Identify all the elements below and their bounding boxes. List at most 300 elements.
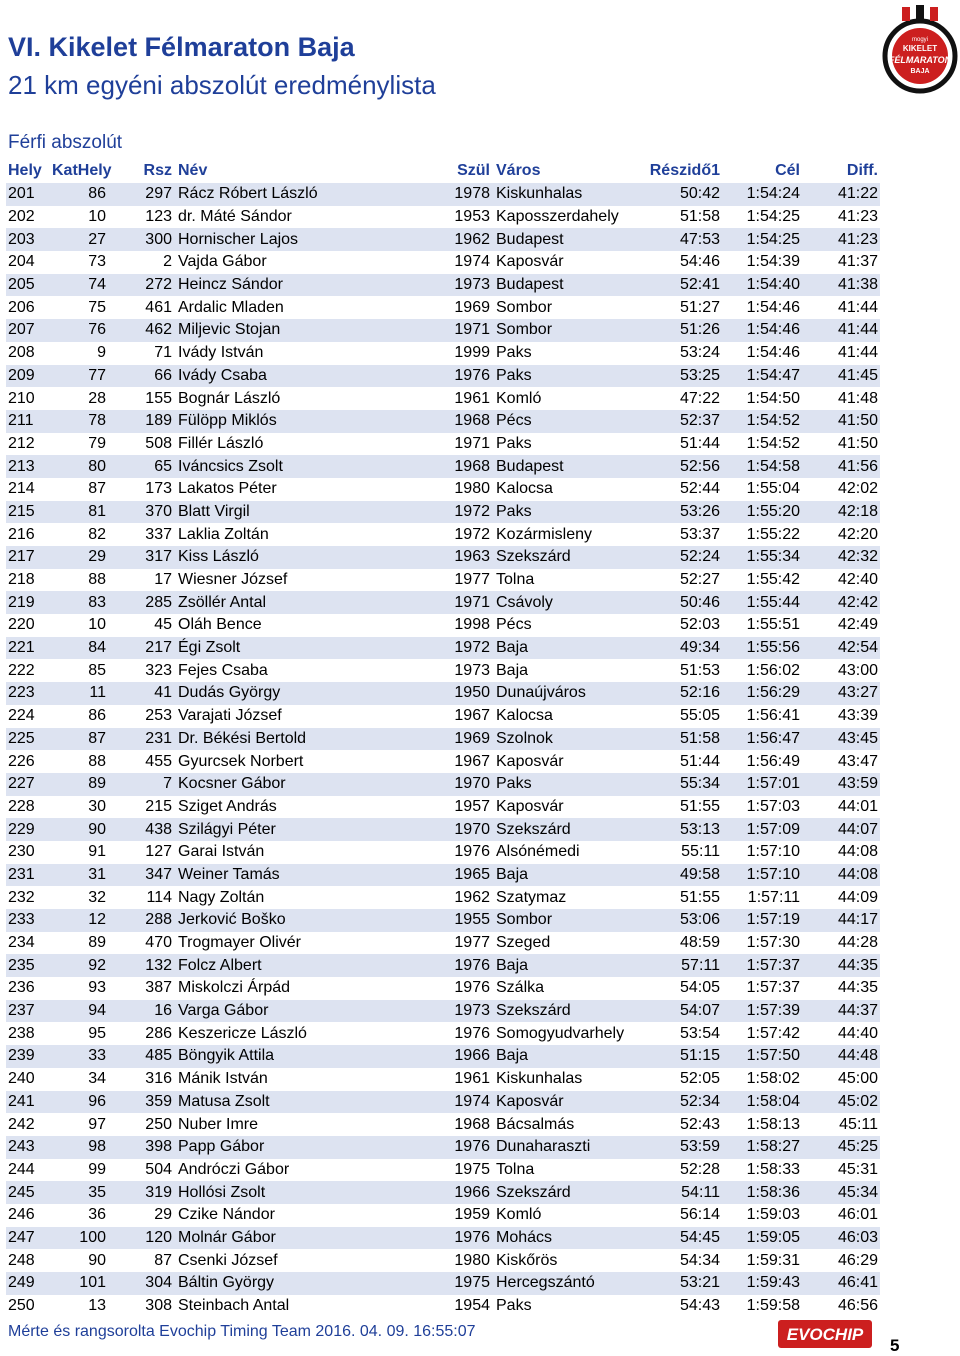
timing-credit: Mérte és rangsorolta Evochip Timing Team 2016. 04. 09. 16:55:07 [8,1323,476,1340]
cell-kathely: 101 [50,1272,108,1295]
cell-nev: Laklia Zoltán [178,525,269,543]
cell-cel: 1:57:01 [722,773,802,796]
cell-diff: 41:45 [802,365,880,388]
cell-cel: 1:59:05 [722,1227,802,1250]
cell-nev: Báltin György [174,1272,442,1295]
table-row [6,659,880,682]
cell-rsz: 300 [108,228,174,251]
cell-cel: 1:57:42 [746,1024,800,1042]
cell-diff: 41:44 [837,298,878,316]
cell-cel: 1:59:03 [746,1206,800,1224]
cell-kathely: 29 [50,546,108,569]
cell-cel: 1:55:22 [746,525,800,543]
cell-nev: Keszericze László [178,1024,307,1042]
cell-hely: 240 [8,1070,35,1088]
cell-cel: 1:58:04 [722,1091,802,1114]
cell-kathely: 35 [50,1181,108,1204]
cell-kathely: 13 [88,1297,106,1315]
cell-kathely: 94 [50,1000,108,1023]
cell-szul: 1977 [454,934,490,952]
cell-szul: 1971 [454,434,490,452]
cell-kathely: 82 [88,525,106,543]
cell-nev: Oláh Bence [178,616,262,634]
cell-szul: 1975 [442,1272,492,1295]
cell-reszido: 47:53 [636,228,722,251]
cell-reszido: 53:25 [636,365,722,388]
cell-kathely: 88 [88,571,106,589]
cell-reszido: 52:24 [636,546,722,569]
cell-kathely: 93 [88,979,106,997]
cell-varos: Kaposvár [496,752,564,770]
results-body [6,183,880,1317]
cell-varos: Kaposvár [492,1091,636,1114]
cell-varos: Pécs [492,410,636,433]
cell-diff: 43:45 [802,728,880,751]
cell-kathely: 31 [50,864,108,887]
cell-diff: 41:50 [837,434,878,452]
table-row [6,773,880,796]
cell-rsz: 319 [108,1181,174,1204]
cell-kathely: 10 [88,616,106,634]
cell-reszido: 51:55 [679,888,720,906]
cell-rsz: 41 [108,682,174,705]
cell-nev: Weiner Tamás [174,864,442,887]
evochip-logo-text: EVOCHIP [786,1325,864,1344]
cell-diff: 45:25 [802,1136,880,1159]
table-row [6,1045,880,1068]
cell-rsz: 272 [108,274,174,297]
cell-reszido: 52:28 [679,1160,720,1178]
cell-rsz: 7 [108,773,174,796]
col-header-cel: Cél [775,161,800,179]
cell-rsz: 347 [108,864,174,887]
cell-varos: Tolna [496,1160,535,1178]
table-row [6,1295,880,1318]
page-subtitle: 21 km egyéni abszolút eredménylista [8,70,436,100]
cell-kathely: 98 [50,1136,108,1159]
cell-szul: 1969 [454,298,490,316]
cell-nev: Bognár László [178,389,281,407]
page-title: VI. Kikelet Félmaraton Baja [8,32,355,62]
cell-diff: 45:02 [802,1091,880,1114]
cell-diff: 41:23 [802,228,880,251]
cell-kathely: 33 [50,1045,108,1068]
cell-reszido: 48:59 [679,934,720,952]
cell-reszido: 53:06 [636,909,722,932]
cell-reszido: 51:58 [679,208,720,226]
cell-kathely: 76 [50,319,108,342]
cell-cel: 1:54:24 [722,183,802,206]
table-row [6,1022,880,1045]
cell-varos: Komló [496,389,542,407]
cell-szul: 1975 [454,1160,490,1178]
cell-kathely: 12 [50,909,108,932]
cell-varos: Szeged [496,934,551,952]
cell-diff: 42:18 [802,501,880,524]
col-header-kathely: KatHely [52,161,112,179]
cell-varos: Csávoly [492,591,636,614]
cell-rsz: 123 [145,208,172,226]
cell-szul: 1959 [454,1206,490,1224]
cell-diff: 41:48 [837,389,878,407]
table-row [6,569,880,592]
cell-varos: Baja [496,661,529,679]
cell-cel: 1:55:51 [746,616,800,634]
cell-diff: 44:09 [837,888,878,906]
cell-szul: 1970 [442,818,492,841]
category-heading: Férfi abszolút [8,132,123,153]
cell-reszido: 49:34 [636,637,722,660]
cell-varos: Kaposszerdahely [496,208,619,226]
cell-cel: 1:56:29 [722,682,802,705]
cell-szul: 1973 [442,1000,492,1023]
cell-kathely: 96 [50,1091,108,1114]
cell-rsz: 173 [145,480,172,498]
cell-szul: 1955 [442,909,492,932]
cell-varos: Kiskőrös [496,1251,558,1269]
cell-szul: 1972 [442,501,492,524]
cell-szul: 1973 [442,274,492,297]
cell-diff: 43:59 [802,773,880,796]
cell-diff: 44:35 [837,979,878,997]
cell-diff: 44:08 [837,843,878,861]
cell-szul: 1961 [454,1070,490,1088]
cell-hely: 222 [8,661,35,679]
cell-diff: 46:56 [837,1297,878,1315]
cell-reszido: 51:55 [679,797,720,815]
cell-kathely: 89 [50,773,108,796]
cell-kathely: 32 [88,888,106,906]
cell-varos: Paks [496,434,532,452]
cell-hely: 239 [6,1045,50,1068]
cell-varos: Paks [492,365,636,388]
cell-szul: 1999 [454,344,490,362]
cell-nev: Ardalic Mladen [178,298,284,316]
cell-reszido: 51:53 [679,661,720,679]
cell-nev: Dudás György [174,682,442,705]
table-row [6,1227,880,1250]
cell-varos: Baja [492,864,636,887]
cell-hely: 225 [6,728,50,751]
cell-reszido: 51:44 [679,752,720,770]
cell-nev: Kiss László [174,546,442,569]
cell-rsz: 455 [145,752,172,770]
cell-nev: Hornischer Lajos [174,228,442,251]
cell-diff: 45:11 [839,1115,878,1133]
cell-cel: 1:58:33 [746,1160,800,1178]
cell-rsz: 508 [145,434,172,452]
cell-hely: 206 [8,298,35,316]
cell-varos: Szekszárd [492,546,636,569]
cell-varos: Kalocsa [496,480,553,498]
cell-cel: 1:59:31 [746,1251,800,1269]
cell-hely: 227 [6,773,50,796]
cell-varos: Kiskunhalas [496,1070,583,1088]
cell-nev: Lakatos Péter [178,480,277,498]
cell-diff: 43:47 [837,752,878,770]
cell-reszido: 52:03 [679,616,720,634]
cell-varos: Dunaharaszti [492,1136,636,1159]
cell-kathely: 9 [97,344,106,362]
cell-nev: Gyurcsek Norbert [178,752,304,770]
cell-rsz: 114 [146,888,172,906]
cell-rsz: 316 [145,1070,172,1088]
cell-cel: 1:54:52 [746,434,800,452]
cell-diff: 42:49 [837,616,878,634]
kikelet-felmaraton-logo-icon [882,4,958,100]
cell-diff: 43:00 [837,661,878,679]
cell-cel: 1:54:50 [746,389,800,407]
table-row [6,342,880,365]
cell-varos: Sombor [492,319,636,342]
cell-hely: 249 [6,1272,50,1295]
cell-rsz: 387 [145,979,172,997]
col-header-szul: Szül [457,161,490,179]
cell-diff: 45:00 [837,1070,878,1088]
cell-hely: 229 [6,818,50,841]
table-row [6,954,880,977]
cell-reszido: 52:56 [636,455,722,478]
cell-diff: 42:02 [837,480,878,498]
cell-rsz: 120 [108,1227,174,1250]
cell-cel: 1:57:11 [747,888,800,906]
cell-varos: Szolnok [492,728,636,751]
cell-varos: Budapest [492,455,636,478]
table-row [6,296,880,319]
cell-hely: 244 [8,1160,35,1178]
table-row [6,1113,880,1136]
cell-szul: 1954 [454,1297,490,1315]
cell-szul: 1976 [442,954,492,977]
cell-hely: 236 [8,979,35,997]
cell-kathely: 88 [88,752,106,770]
cell-szul: 1967 [454,707,490,725]
cell-hely: 205 [6,274,50,297]
cell-nev: Sziget András [178,797,277,815]
cell-hely: 237 [6,1000,50,1023]
cell-rsz: 308 [145,1297,172,1315]
cell-rsz: 215 [145,797,172,815]
cell-kathely: 36 [88,1206,106,1224]
cell-reszido: 53:21 [636,1272,722,1295]
cell-diff: 46:01 [837,1206,878,1224]
cell-cel: 1:55:04 [746,480,800,498]
cell-nev: Papp Gábor [174,1136,442,1159]
cell-hely: 207 [6,319,50,342]
cell-cel: 1:54:40 [722,274,802,297]
cell-nev: Miskolczi Árpád [178,979,291,997]
logo-line-4: BAJA [910,68,930,75]
cell-reszido: 47:22 [679,389,720,407]
cell-kathely: 79 [88,434,106,452]
cell-hely: 217 [6,546,50,569]
cell-diff: 42:32 [802,546,880,569]
table-row [6,818,880,841]
cell-varos: Paks [492,501,636,524]
cell-hely: 223 [6,682,50,705]
cell-rsz: 16 [108,1000,174,1023]
cell-diff: 41:37 [837,253,878,271]
table-row [6,546,880,569]
cell-rsz: 288 [108,909,174,932]
cell-cel: 1:54:39 [746,253,800,271]
cell-cel: 1:58:13 [746,1115,800,1133]
cell-reszido: 51:58 [636,728,722,751]
table-row [6,637,880,660]
cell-reszido: 51:15 [636,1045,722,1068]
cell-cel: 1:54:52 [722,410,802,433]
table-row [6,455,880,478]
cell-reszido: 55:11 [681,843,720,861]
cell-nev: Trogmayer Olivér [178,934,301,952]
cell-rsz: 470 [145,934,172,952]
cell-szul: 1968 [442,410,492,433]
table-row [6,183,880,206]
cell-reszido: 54:43 [679,1297,720,1315]
cell-varos: Sombor [492,909,636,932]
cell-nev: Fejes Csaba [178,661,268,679]
cell-reszido: 50:42 [636,183,722,206]
cell-cel: 1:57:03 [746,797,800,815]
cell-cel: 1:57:37 [746,979,800,997]
cell-diff: 44:35 [802,954,880,977]
cell-szul: 1972 [442,637,492,660]
cell-hely: 212 [8,434,35,452]
cell-hely: 215 [6,501,50,524]
cell-diff: 43:27 [802,682,880,705]
cell-reszido: 55:05 [679,707,720,725]
cell-rsz: 398 [108,1136,174,1159]
cell-szul: 1966 [442,1045,492,1068]
table-row [6,365,880,388]
cell-szul: 1968 [454,1115,490,1133]
cell-diff: 41:22 [802,183,880,206]
cell-diff: 41:50 [802,410,880,433]
cell-hely: 202 [8,208,35,226]
cell-szul: 1974 [442,1091,492,1114]
cell-szul: 1962 [442,228,492,251]
cell-rsz: 286 [145,1024,172,1042]
cell-szul: 1971 [442,319,492,342]
cell-reszido: 53:54 [679,1024,720,1042]
cell-reszido: 53:13 [636,818,722,841]
cell-varos: Paks [496,344,532,362]
col-header-reszido: Részidő1 [649,161,720,179]
cell-cel: 1:56:49 [746,752,800,770]
cell-hely: 241 [6,1091,50,1114]
cell-rsz: 71 [154,344,172,362]
cell-rsz: 285 [108,591,174,614]
cell-kathely: 97 [88,1115,106,1133]
cell-kathely: 90 [88,1251,106,1269]
cell-rsz: 253 [145,707,172,725]
cell-diff: 41:23 [837,208,878,226]
cell-diff: 43:39 [837,707,878,725]
cell-szul: 1972 [454,525,490,543]
cell-kathely: 81 [50,501,108,524]
cell-varos: Tolna [496,571,535,589]
cell-hely: 218 [8,571,35,589]
cell-reszido: 54:45 [636,1227,722,1250]
cell-nev: Jerković Boško [174,909,442,932]
table-row [6,841,880,864]
cell-szul: 1976 [442,365,492,388]
cell-rsz: 231 [108,728,174,751]
cell-hely: 221 [6,637,50,660]
cell-varos: Sombor [496,298,553,316]
cell-varos: Baja [492,954,636,977]
cell-hely: 213 [6,455,50,478]
cell-reszido: 53:26 [636,501,722,524]
cell-szul: 1976 [454,843,490,861]
cell-diff: 42:54 [802,637,880,660]
cell-hely: 211 [6,410,50,433]
cell-diff: 41:44 [837,344,878,362]
cell-varos: Kaposvár [496,253,564,271]
cell-nev: dr. Máté Sándor [178,208,292,226]
cell-cel: 1:57:09 [722,818,802,841]
table-row [6,501,880,524]
table-row [6,886,880,909]
cell-hely: 250 [8,1297,35,1315]
cell-reszido: 54:05 [679,979,720,997]
cell-reszido: 54:34 [679,1251,720,1269]
cell-reszido: 51:27 [679,298,720,316]
table-row [6,478,880,501]
cell-varos: Kiskunhalas [492,183,636,206]
cell-szul: 1961 [454,389,490,407]
cell-szul: 1980 [454,1251,490,1269]
cell-szul: 1976 [454,979,490,997]
cell-rsz: 250 [145,1115,172,1133]
cell-reszido: 52:43 [679,1115,720,1133]
cell-cel: 1:57:39 [722,1000,802,1023]
cell-nev: Andróczi Gábor [178,1160,290,1178]
col-header-nev: Név [178,161,208,179]
cell-varos: Somogyudvarhely [496,1024,625,1042]
table-row [6,274,880,297]
cell-cel: 1:55:56 [722,637,802,660]
cell-hely: 234 [8,934,35,952]
cell-rsz: 297 [108,183,174,206]
cell-reszido: 52:05 [679,1070,720,1088]
cell-nev: Csenki József [178,1251,278,1269]
cell-hely: 203 [6,228,50,251]
table-row [6,410,880,433]
table-row [6,728,880,751]
cell-cel: 1:59:43 [722,1272,802,1295]
cell-nev: Zsöllér Antal [174,591,442,614]
cell-rsz: 359 [108,1091,174,1114]
cell-szul: 1962 [454,888,490,906]
table-row [6,523,880,546]
cell-diff: 44:48 [802,1045,880,1068]
cell-kathely: 28 [88,389,106,407]
results-table [6,158,880,1317]
cell-diff: 44:08 [802,864,880,887]
cell-rsz: 66 [108,365,174,388]
evochip-logo-icon [778,1320,872,1348]
cell-diff: 44:01 [837,797,878,815]
cell-varos: Pécs [496,616,532,634]
cell-hely: 210 [8,389,35,407]
cell-cel: 1:58:27 [722,1136,802,1159]
table-row [6,228,880,251]
cell-cel: 1:54:25 [722,228,802,251]
table-row [6,796,880,819]
cell-cel: 1:54:47 [722,365,802,388]
cell-varos: Mohács [492,1227,636,1250]
